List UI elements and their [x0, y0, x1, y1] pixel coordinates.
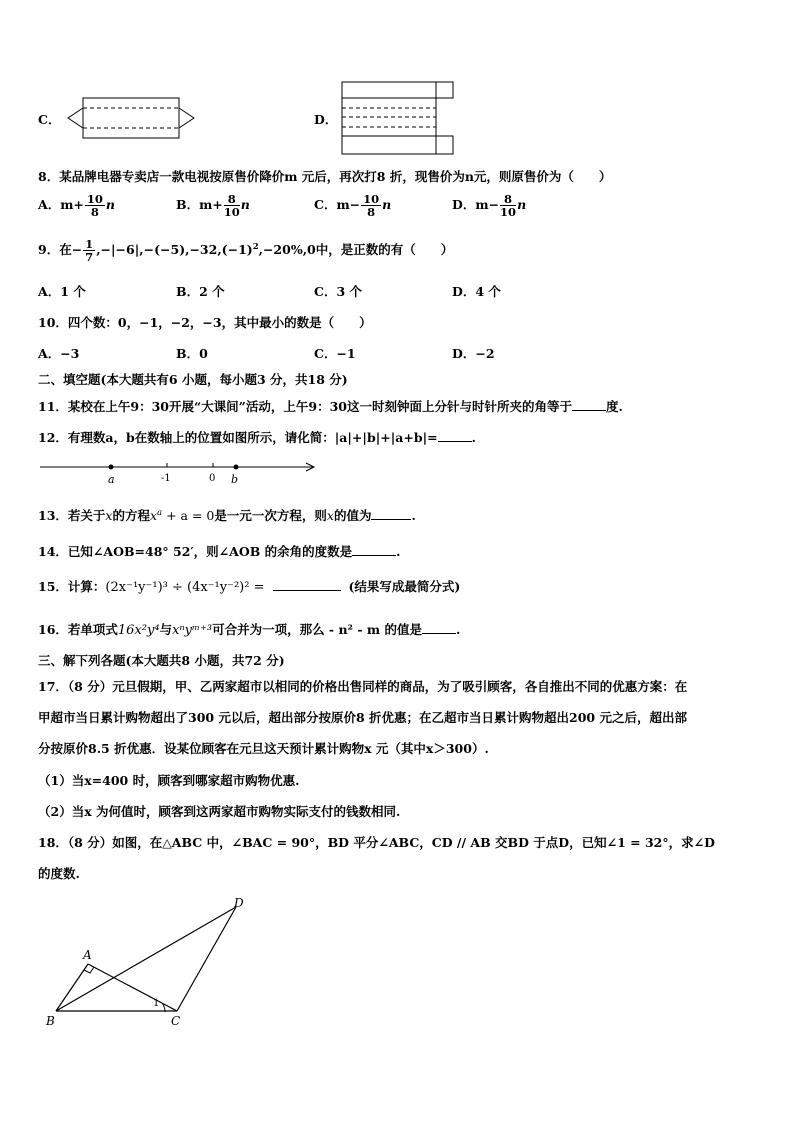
q9-option-d: D．4 个	[452, 284, 501, 299]
q12-number-line	[40, 458, 320, 488]
q12-label-neg1: -1	[161, 473, 171, 484]
q18-line1: 18．（8 分）如图，在△ABC 中，∠BAC = 90°，BD 平分∠ABC，CD // AB 交BD 于点D，已知∠1 = 32°，求∠D	[38, 835, 715, 850]
q12-label-a: a	[108, 473, 115, 486]
q8-option-d: D．m− $\frac{8}{10}$ n	[452, 192, 527, 220]
q7-option-d-label: D．	[314, 112, 338, 127]
q18-label-b: B	[46, 1014, 55, 1028]
q15-blank	[273, 578, 341, 591]
q12-blank	[438, 429, 472, 442]
q16-blank	[422, 621, 456, 634]
q18-label-a: A	[83, 948, 92, 962]
q18-triangle-figure	[40, 895, 260, 1030]
q11-blank	[572, 398, 606, 411]
q17-line3: 分按原价8.5 折优惠．设某位顾客在元旦这天预计累计购物x 元（其中x＞300）.	[38, 741, 489, 756]
q13-blank	[371, 507, 411, 520]
q10-stem: 10．四个数：0，−1，−2，−3，其中最小的数是（ ）	[38, 315, 372, 330]
q14-blank	[352, 543, 396, 556]
q7-option-c-label: C．	[38, 112, 61, 127]
q10-option-d: D．−2	[452, 346, 495, 361]
q8-option-c: C．m− $\frac{10}{8}$ n	[314, 192, 392, 220]
q7-figure-c	[66, 93, 196, 143]
q18-label-d: D	[234, 896, 244, 910]
q12: 12．有理数a，b在数轴上的位置如图所示，请化简：|a|+|b|+|a+b|= .	[38, 430, 476, 445]
q11: 11．某校在上午9：30开展“大课间”活动，上午9：30这一时刻钟面上分针与时针所夹的角等于 度.	[38, 399, 623, 414]
q9-option-a: A．1 个	[38, 284, 86, 299]
q7-figure-d	[340, 80, 460, 155]
q17-sub2: （2）当x 为何值时，顾客到这两家超市购物实际支付的钱数相同.	[38, 804, 401, 819]
q17-line1: 17．（8 分）元旦假期，甲、乙两家超市以相同的价格出售同样的商品，为了吸引顾客，各自推出不同的优惠方案：在	[38, 679, 688, 694]
q18-label-angle-1: 1	[153, 998, 160, 1009]
section-2-heading: 二、填空题(本大题共有6 小题，每小题3 分，共18 分)	[38, 372, 348, 387]
section-3-heading: 三、解下列各题(本大题共8 小题，共72 分)	[38, 653, 285, 668]
q12-label-zero: 0	[209, 473, 216, 484]
q9-option-b: B．2 个	[176, 284, 225, 299]
q8-option-b: B．m+ $\frac{8}{10}$ n	[176, 192, 250, 220]
q17-sub1: （1）当x=400 时，顾客到哪家超市购物优惠.	[38, 773, 300, 788]
q12-label-b: b	[231, 473, 239, 486]
q9-option-c: C．3 个	[314, 284, 362, 299]
q14: 14．已知∠AOB=48° 52′，则∠AOB 的余角的度数是 .	[38, 544, 401, 559]
q10-option-b: B．0	[176, 346, 208, 361]
q17-line2: 甲超市当日累计购物超出了300 元以后，超出部分按原价8 折优惠；在乙超市当日累计购物超出200 元之后，超出部	[38, 710, 687, 725]
q10-option-c: C．−1	[314, 346, 356, 361]
q9-stem: 9．在− $\frac{1}{7}$ $,-|-6|,-(-5),-32,(-1)^2,-20\%,0$中，是正数的有（ ）	[38, 237, 454, 265]
q15: 15．计算：(2x⁻¹y⁻¹)³ ÷ (4x⁻¹y⁻²)² = (结果写成最简分式)	[38, 579, 461, 595]
q13: 13．若关于x的方程$x^a + a = 0$是一元一次方程，则x的值为 .	[38, 507, 416, 523]
q18-line2: 的度数.	[38, 866, 80, 881]
q18-label-c: C	[171, 1014, 181, 1028]
q8-option-a: A．m+ $\frac{10}{8}$ n	[38, 192, 116, 220]
q8-stem: 8．某品牌电器专卖店一款电视按原售价降价m 元后，再次打8 折，现售价为n元，则原售价为（ ）	[38, 169, 612, 184]
q16: 16．若单项式16x²y⁴与xⁿyᵐ⁺³可合并为一项，那么 - n² - m 的值是 .	[38, 622, 461, 638]
q10-option-a: A．−3	[38, 346, 80, 361]
